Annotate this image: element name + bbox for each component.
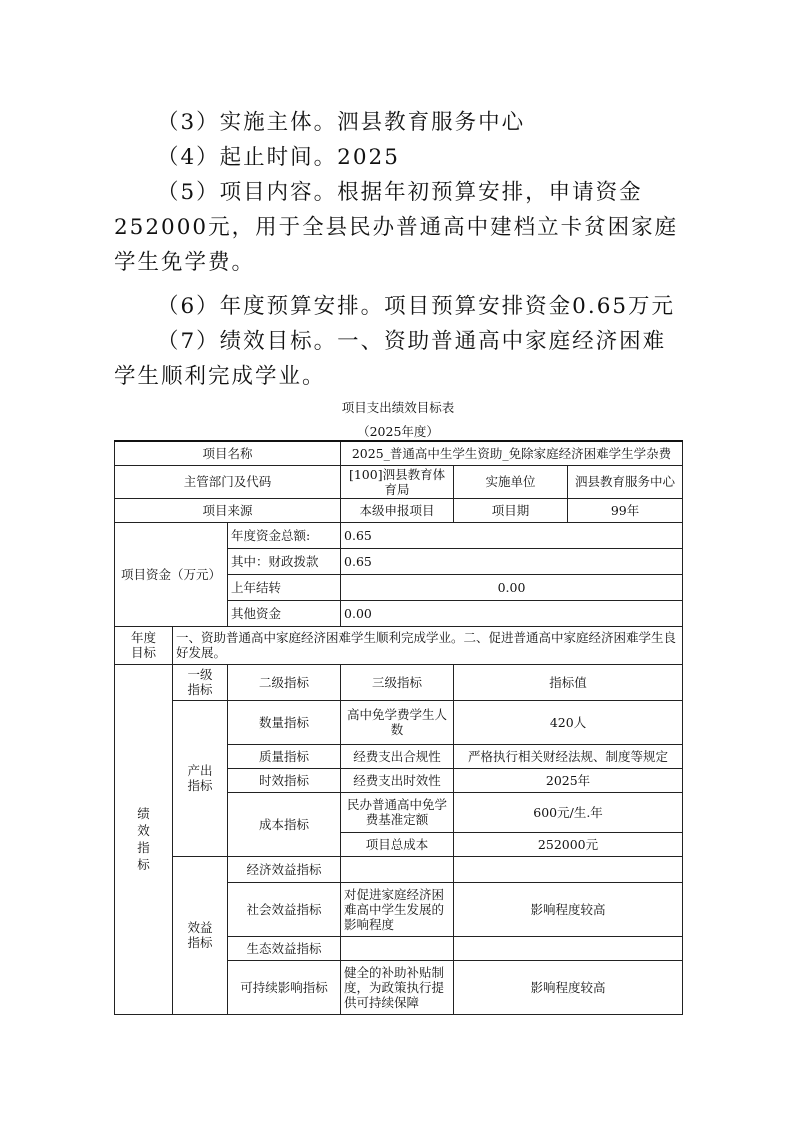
output-level3: 项目总成本 [341, 832, 454, 856]
unit-value: 泗县教育服务中心 [568, 465, 683, 498]
benefit-value [454, 936, 683, 960]
output-value: 600元/生.年 [454, 792, 683, 832]
benefit-value [454, 856, 683, 882]
output-level2: 时效指标 [228, 768, 341, 792]
project-name-label: 项目名称 [115, 441, 341, 465]
benefit-level3 [341, 936, 454, 960]
paragraph-goal: （7）绩效目标。一、资助普通高中家庭经济困难学生顺利完成学业。 [114, 329, 667, 389]
table-row [115, 441, 683, 465]
period-value: 99年 [568, 498, 683, 522]
table-row [115, 664, 683, 700]
paragraph-content: （5）项目内容。根据年初预算安排，申请资金252000元，用于全县民办普通高中建档立卡贫困家庭学生免学费。 [114, 180, 679, 275]
performance-table [114, 440, 683, 1015]
header-level1: 一级指标 [173, 664, 228, 700]
funds-fiscal-label: 其中：财政拨款 [228, 548, 341, 574]
funds-carryover-label: 上年结转 [228, 574, 341, 600]
paragraph-period: （4）起止时间。2025 [157, 145, 400, 170]
funds-total-label: 年度资金总额: [228, 522, 341, 548]
period-label: 项目期 [454, 498, 568, 522]
source-label: 项目来源 [115, 498, 341, 522]
benefit-level3: 对促进家庭经济困难高中学生发展的影响程度 [341, 882, 454, 936]
benefit-level3: 健全的补助补贴制度，为政策执行提供可持续保障 [341, 960, 454, 1014]
table-row [115, 498, 683, 522]
table-row [115, 465, 683, 498]
header-level3: 三级指标 [341, 664, 454, 700]
benefit-value: 影响程度较高 [454, 960, 683, 1014]
output-value: 252000元 [454, 832, 683, 856]
funds-fiscal-value: 0.65 [341, 548, 683, 574]
funds-other-label: 其他资金 [228, 600, 341, 626]
output-value: 420人 [454, 700, 683, 744]
output-level3: 经费支出时效性 [341, 768, 454, 792]
source-value: 本级申报项目 [341, 498, 454, 522]
annual-goal-label: 年度目标 [115, 626, 173, 664]
output-level3: 民办普通高中免学费基准定额 [341, 792, 454, 832]
indicators-label: 绩效指标 [115, 664, 173, 1014]
funds-other-value: 0.00 [341, 600, 683, 626]
paragraph-budget: （6）年度预算安排。项目预算安排资金0.65万元 [157, 294, 676, 319]
benefit-level2: 可持续影响指标 [228, 960, 341, 1014]
header-value: 指标值 [454, 664, 683, 700]
annual-goal-text: 一、资助普通高中家庭经济困难学生顺利完成学业。二、促进普通高中家庭经济困难学生良好发展。 [173, 626, 683, 664]
funds-label: 项目资金（万元） [115, 522, 228, 626]
output-level2: 数量指标 [228, 700, 341, 744]
funds-carryover-value: 0.00 [341, 574, 683, 600]
output-label: 产出指标 [173, 700, 228, 856]
table-row [115, 522, 683, 548]
table-year: （2025年度） [357, 424, 439, 439]
paragraph-implementer: （3）实施主体。泗县教育服务中心 [157, 110, 526, 135]
benefit-level2: 经济效益指标 [228, 856, 341, 882]
output-value: 2025年 [454, 768, 683, 792]
funds-total-value: 0.65 [341, 522, 683, 548]
benefit-level3 [341, 856, 454, 882]
benefit-level2: 生态效益指标 [228, 936, 341, 960]
unit-label: 实施单位 [454, 465, 568, 498]
table-row [115, 626, 683, 664]
benefit-value: 影响程度较高 [454, 882, 683, 936]
output-level2: 成本指标 [228, 792, 341, 856]
output-value: 严格执行相关财经法规、制度等规定 [454, 744, 683, 768]
project-name-value: 2025_普通高中生学生资助_免除家庭经济困难学生学杂费 [341, 441, 683, 465]
output-level3: 高中免学费学生人数 [341, 700, 454, 744]
table-row [115, 856, 683, 882]
benefit-label: 效益指标 [173, 856, 228, 1014]
table-row [115, 700, 683, 744]
benefit-level2: 社会效益指标 [228, 882, 341, 936]
dept-label: 主管部门及代码 [115, 465, 341, 498]
table-title: 项目支出绩效目标表 [341, 400, 455, 415]
output-level3: 经费支出合规性 [341, 744, 454, 768]
output-level2: 质量指标 [228, 744, 341, 768]
header-level2: 二级指标 [228, 664, 341, 700]
dept-value: [100]泗县教育体育局 [341, 465, 454, 498]
